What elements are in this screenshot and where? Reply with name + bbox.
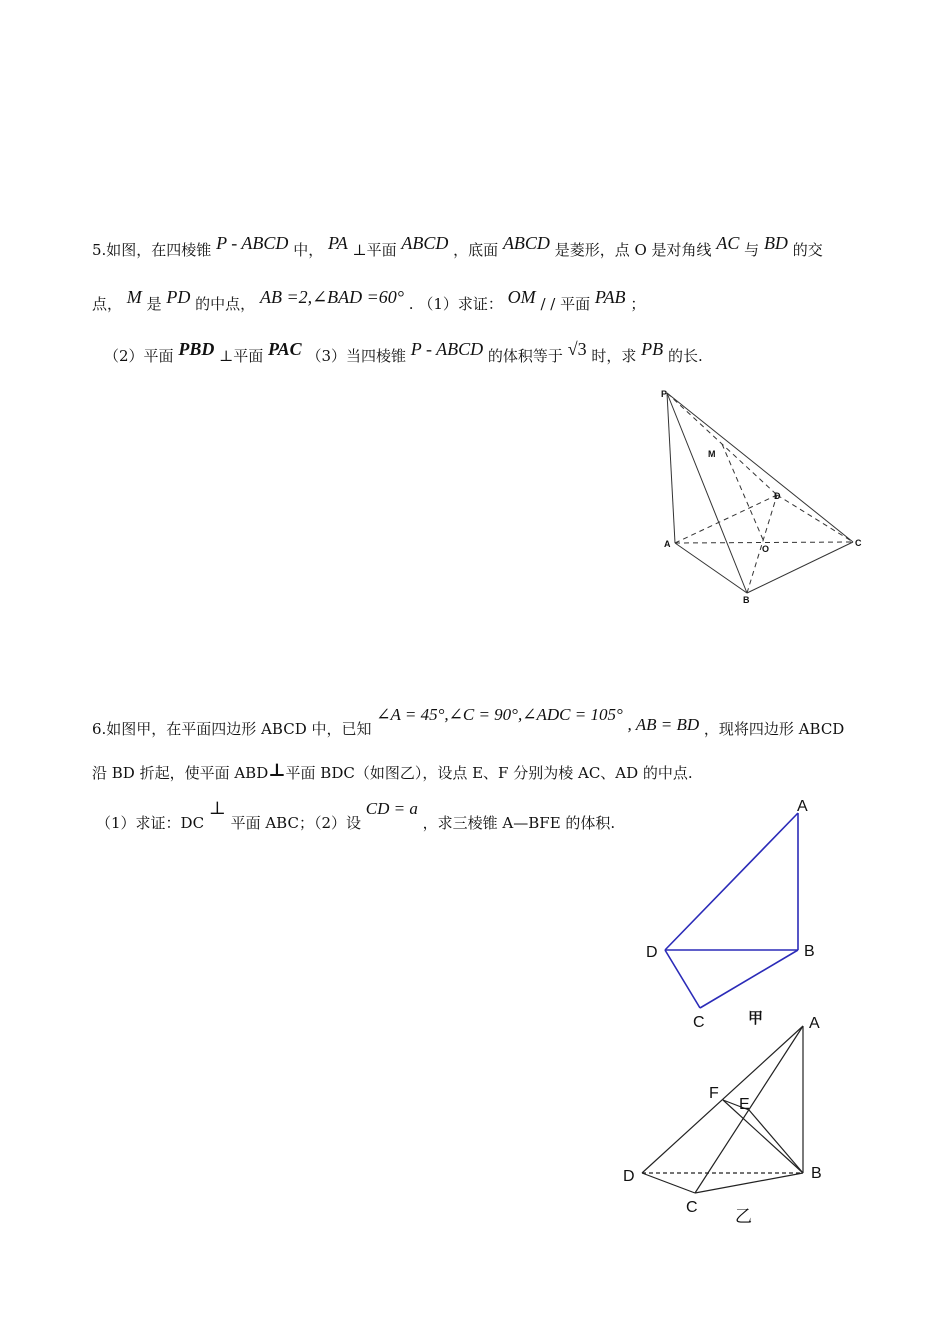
- p6-text: 沿 BD 折起，使平面 ABD: [92, 764, 269, 782]
- problem6-line2: [92, 762, 693, 784]
- label-A: A: [664, 539, 671, 549]
- label-D: D: [646, 944, 658, 961]
- p5-text: 是菱形，点 O 是对角线: [554, 241, 712, 259]
- label-E: E: [739, 1096, 750, 1113]
- p5-math: P - ABCD: [410, 339, 484, 359]
- p5-text: / / 平面: [540, 295, 591, 313]
- p5-text: 与: [744, 241, 760, 259]
- perp-symbol: ⊥: [208, 798, 226, 819]
- p5-text: 的体积等于: [487, 347, 563, 365]
- label-B: B: [804, 943, 815, 960]
- p5-text: 时，求: [591, 347, 637, 365]
- label-D: D: [774, 491, 781, 501]
- p5-text: . （1）求证：: [408, 295, 503, 313]
- p5-math: PAB: [594, 287, 626, 307]
- problem6-line1: [92, 705, 845, 740]
- p5-text: 中，: [293, 241, 324, 259]
- p5-text: 的长.: [667, 347, 703, 365]
- edge-DC: [665, 950, 700, 1008]
- p6-text: ，求三棱锥 A—BFE 的体积.: [422, 814, 616, 832]
- seg-MO: [722, 444, 764, 542]
- label-B: B: [743, 595, 750, 605]
- p5-text: （2）平面: [104, 347, 174, 365]
- p6-text: 6.如图甲，在平面四边形 ABCD 中，已知: [92, 720, 372, 738]
- caption-yi: 乙: [735, 1207, 752, 1226]
- figure-yi: [615, 1010, 840, 1230]
- label-A: A: [797, 798, 808, 815]
- p5-math: PA: [328, 233, 348, 253]
- p5-text: 的交: [792, 241, 823, 259]
- figure-jia: [640, 795, 840, 1035]
- p5-math: BD: [763, 233, 788, 253]
- label-P: P: [661, 389, 668, 399]
- p5-math: OM: [507, 287, 536, 307]
- p5-text: （3）当四棱锥: [306, 347, 406, 365]
- edge-CB: [700, 950, 798, 1008]
- problem5-line1: [92, 233, 823, 261]
- p5-text: ⊥平面: [352, 241, 397, 259]
- problem6-line3: [96, 798, 616, 834]
- p5-text: 点，: [92, 295, 123, 313]
- p6-math: , AB = BD: [627, 715, 700, 734]
- problem5-line2: [92, 287, 646, 315]
- p5-math: √3: [567, 339, 587, 359]
- p6-text: （1）求证：DC: [96, 814, 205, 832]
- edge-DC: [642, 1173, 695, 1193]
- seg-FB: [723, 1100, 803, 1173]
- label-O: O: [762, 544, 770, 554]
- p6-text: ，现将四边形 ABCD: [703, 720, 845, 738]
- perp-symbol: ⊥: [268, 760, 286, 781]
- label-B: B: [811, 1165, 822, 1182]
- p5-text: 的中点，: [195, 295, 256, 313]
- p5-math: AC: [716, 233, 740, 253]
- caption-jia: 甲: [748, 1010, 764, 1027]
- p5-math: ABCD: [502, 233, 550, 253]
- p6-text: 平面 BDC（如图乙），设点 E、F 分别为棱 AC、AD 的中点.: [285, 764, 693, 782]
- p5-math: PAC: [268, 339, 302, 359]
- label-C: C: [855, 538, 862, 548]
- edge-CB: [695, 1173, 803, 1193]
- p5-text: 5.如图，在四棱锥: [92, 241, 212, 259]
- p5-text: ；: [630, 295, 646, 313]
- edge-PA: [667, 393, 675, 543]
- problem5-line3: [104, 339, 703, 367]
- edge-PC: [667, 393, 853, 542]
- label-M: M: [708, 449, 716, 459]
- p5-math: ABCD: [401, 233, 449, 253]
- p5-math: AB =2,∠BAD =60°: [259, 287, 405, 307]
- p6-math: ∠A = 45°,∠C = 90°,∠ADC = 105°: [376, 705, 623, 724]
- p5-text: ，底面: [453, 241, 499, 259]
- label-A: A: [809, 1015, 820, 1032]
- edge-PB: [667, 393, 747, 593]
- p5-math: PB: [641, 339, 664, 359]
- p5-text: 是: [146, 295, 162, 313]
- label-F: F: [709, 1085, 719, 1102]
- pyramid-figure: [655, 385, 870, 610]
- p5-math: PD: [166, 287, 191, 307]
- p5-math: PBD: [178, 339, 215, 359]
- p5-math: M: [126, 287, 142, 307]
- label-D: D: [623, 1168, 635, 1185]
- p5-text: ⊥平面: [219, 347, 264, 365]
- edge-DC: [777, 495, 853, 542]
- seg-EB: [749, 1110, 803, 1173]
- edge-AD: [665, 813, 798, 950]
- label-C: C: [686, 1199, 698, 1216]
- p5-math: P - ABCD: [216, 233, 289, 253]
- label-C: C: [693, 1014, 705, 1031]
- p6-text: 平面 ABC；（2）设: [230, 814, 361, 832]
- p6-math: CD = a: [365, 799, 418, 818]
- diag-AC: [675, 542, 853, 543]
- edge-AB: [675, 543, 747, 593]
